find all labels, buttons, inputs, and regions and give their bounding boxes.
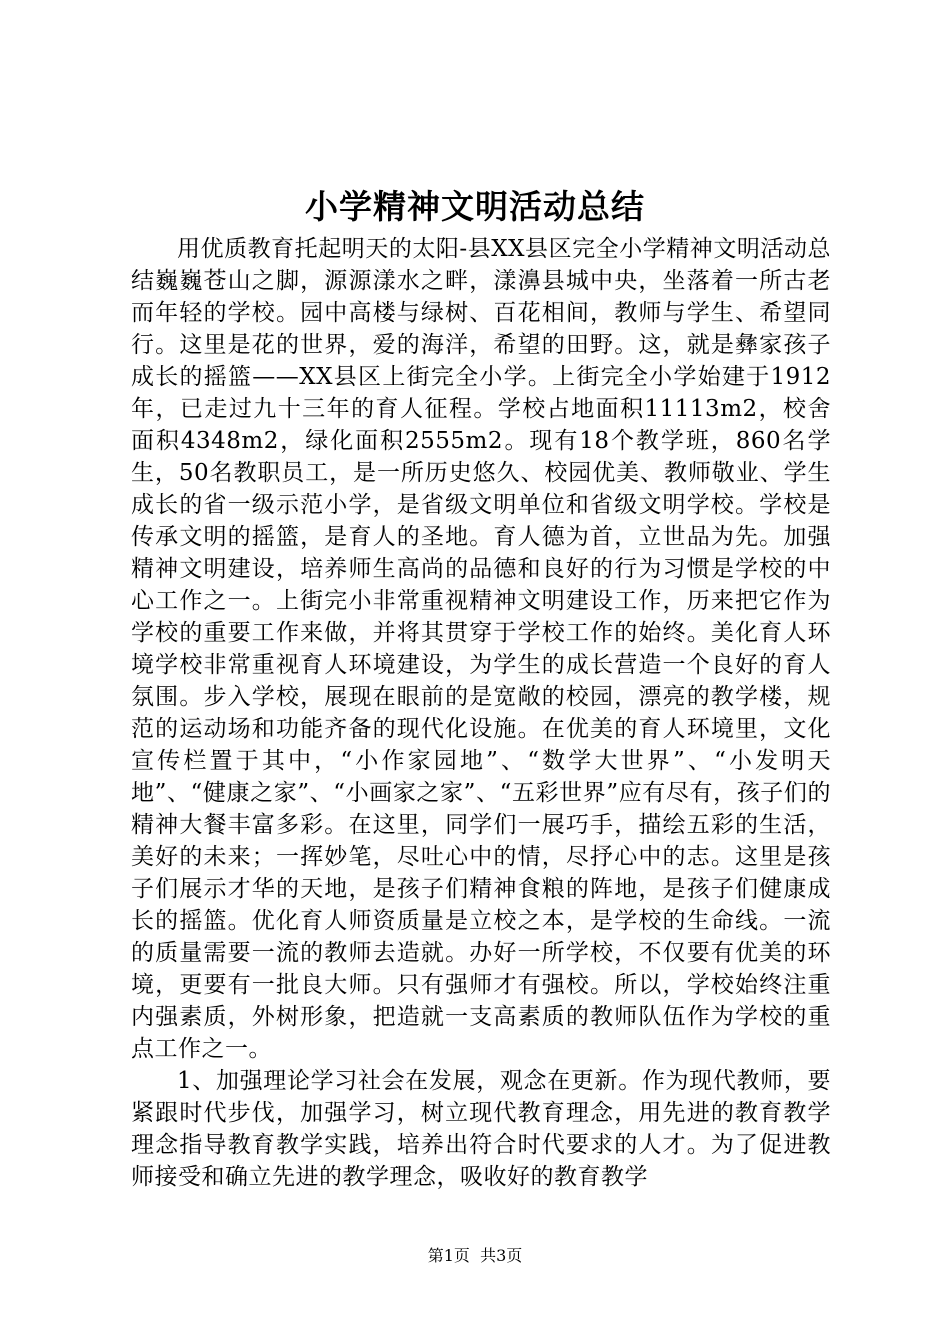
page-number: 第1页 [427, 1246, 470, 1265]
footer-separator [470, 1246, 480, 1265]
page-footer [0, 1245, 950, 1267]
document-body [131, 233, 831, 1193]
body-paragraph: 1、加强理论学习社会在发展，观念在更新。作为现代教师，要紧跟时代步伐，加强学习，树立现代教育理念，用先进的教育教学理念指导教育教学实践，培养出符合时代要求的人才。为了促进教师接受和确立先进的教学理念，吸收好的教育教学 [131, 1068, 831, 1190]
document-title: 小学精神文明活动总结 [305, 187, 645, 226]
page-total: 共3页 [480, 1246, 523, 1265]
body-paragraph: 用优质教育托起明天的太阳-县XX县区完全小学精神文明活动总结巍巍苍山之脚，源源漾水之畔，漾濞县城中央，坐落着一所古老而年轻的学校。园中高楼与绿树、百花相间，教师与学生、希望同行。这里是花的世界，爱的海洋，希望的田野。这，就是彝家孩子成长的摇篮——XX县区上街完全小学。上街完全小学始建于1912年，已走过九十三年的育人征程。学校占地面积11113m2，校舍面积4348m2，绿化面积2555m2。现有18个教学班，860名学生，50名教职员工，是一所历史悠久、校园优美、教师敬业、学生成长的省一级示范小学，是省级文明单位和省级文明学校。学校是传承文明的摇篮，是育人的圣地。育人德为首，立世品为先。加强精神文明建设，培养师生高尚的品德和良好的行为习惯是学校的中心工作之一。上街完小非常重视精神文明建设工作，历来把它作为学校的重要工作来做，并将其贯穿于学校工作的始终。美化育人环境学校非常重视育人环境建设，为学生的成长营造一个良好的育人氛围。步入学校，展现在眼前的是宽敞的校园，漂亮的教学楼，规范的运动场和功能齐备的现代化设施。在优美的育人环境里，文化宣传栏置于其中，“小作家园地”、“数学大世界”、“小发明天地”、“健康之家”、“小画家之家”、“五彩世界”应有尽有，孩子们的精神大餐丰富多彩。在这里，同学们一展巧手，描绘五彩的生活，美好的未来；一挥妙笔，尽吐心中的情，尽抒心中的志。这里是孩子们展示才华的天地，是孩子们精神食粮的阵地，是孩子们健康成长的摇篮。优化育人师资质量是立校之本，是学校的生命线。一流的质量需要一流的教师去造就。办好一所学校，不仅要有优美的环境，更要有一批良大师。只有强师才有强校。所以，学校始终注重内强素质，外树形象，把造就一支高素质的教师队伍作为学校的重点工作之一。 [131, 236, 831, 1062]
